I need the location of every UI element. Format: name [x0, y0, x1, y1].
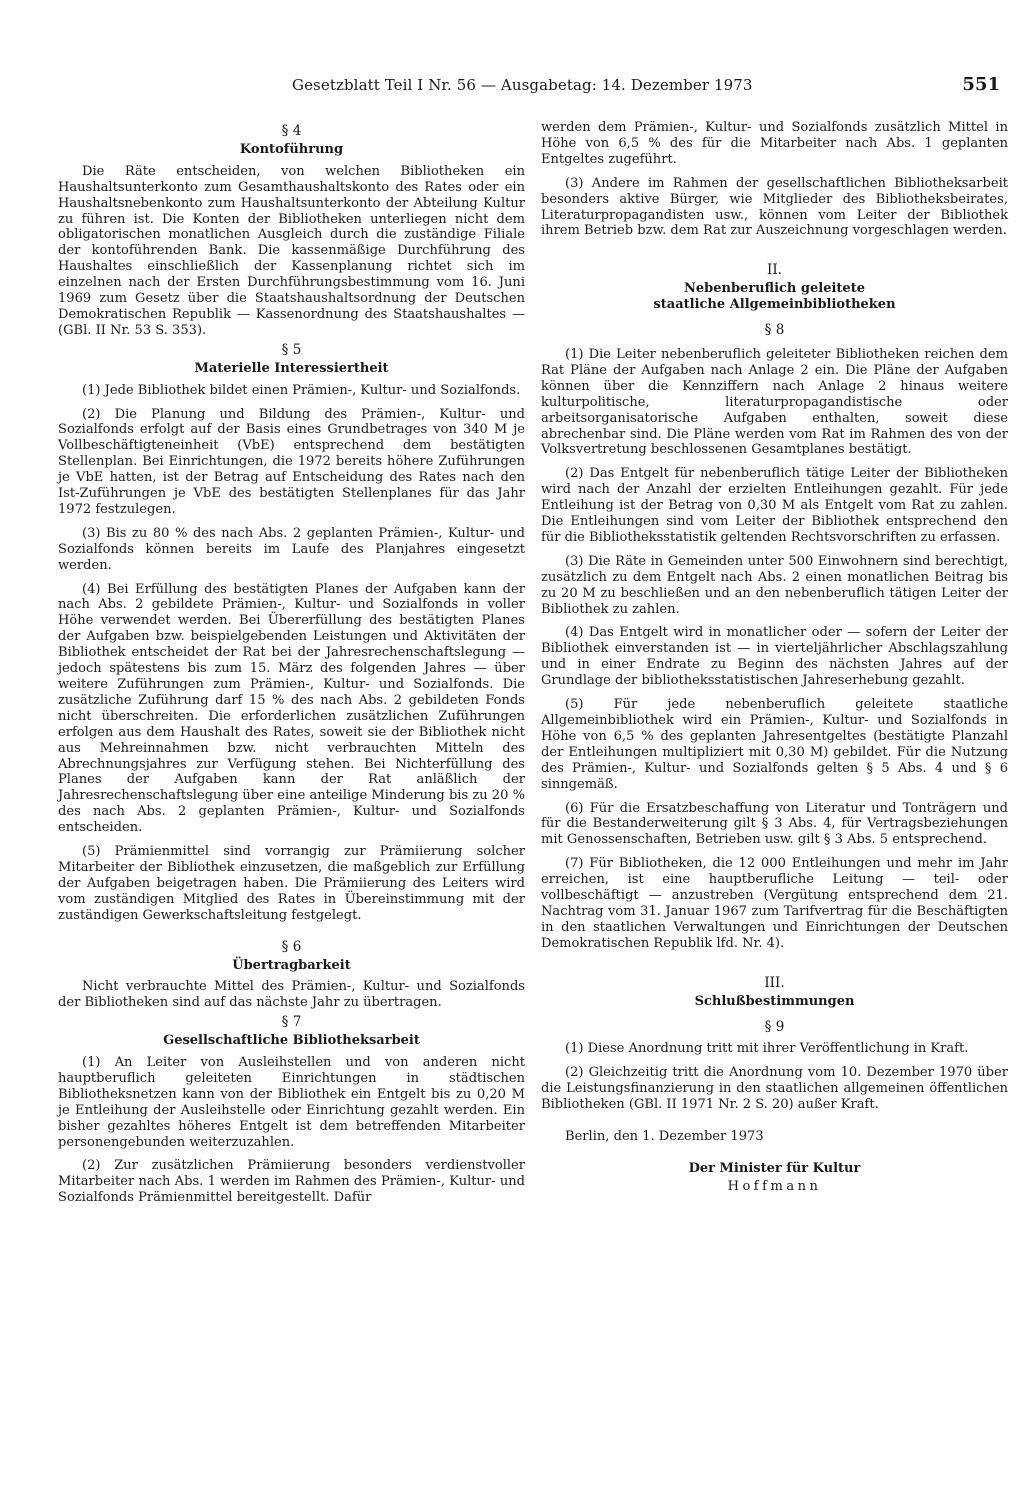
paragraph: (1) Die Leiter nebenberuflich geleiteter Bibliotheken reichen dem Rat Pläne der Aufgaben nach Anlage 2 ein. Die Pläne der Aufgaben können über die Kennziffern nach Anlage 2 hinaus weitere kulturpolitische, literaturpropagandistische oder arbeitsorganisatorische Aufgaben enthalten, soweit diese abrechenbar sind. Die Pläne werden vom Rat im Rahmen des von der Volksvertretung beschlossenen Gesamtplanes bestätigt.: [541, 346, 1008, 458]
paragraph: (1) An Leiter von Ausleihstellen und von anderen nicht hauptberuflich geleiteten Einrichtungen in städtischen Bibliotheksnetzen kann von der Bibliothek ein Entgelt bis zu 0,20 M je Entleihung der Ausleihstelle oder Einrichtung gezahlt werden. Ein bisher gezahltes höheres Entgelt ist dem betreffenden Mitarbeiter personengebunden weiterzuzahlen.: [58, 1055, 525, 1150]
paragraph: (7) Für Bibliotheken, die 12 000 Entleihungen und mehr im Jahr erreichen, ist eine hauptberufliche Leitung — teil- oder vollbeschäftigt — anzustreben (Vergütung entsprechend dem 21. Nachtrag vom 31. Januar 1967 zum Tarifvertrag für die Beschäftigten in den staatlichen Verwaltungen und Einrichtungen der Deutschen Demokratischen Republik lfd. Nr. 4).: [541, 856, 1008, 951]
paragraph: (6) Für die Ersatzbeschaffung von Literatur und Tonträgern und für die Bestanderweiterung gilt § 3 Abs. 4, für Vertragsbeziehungen mit Genossenschaften, Betrieben usw. gilt § 3 Abs. 5 entsprechend.: [541, 800, 1008, 848]
date-line: Berlin, den 1. Dezember 1973: [565, 1129, 764, 1145]
section-number: § 5: [281, 341, 302, 358]
section-title: Übertragbarkeit: [232, 957, 351, 973]
section-title: Kontoführung: [239, 141, 344, 157]
part-title: Schlußbestimmungen: [694, 993, 855, 1009]
part-number: II.: [767, 262, 782, 279]
section-title: Materielle Interessiertheit: [194, 360, 389, 376]
part-title-line: staatliche Allgemeinbibliotheken: [653, 297, 896, 313]
paragraph: (2) Gleichzeitig tritt die Anordnung vom 10. Dezember 1970 über die Leistungsfinanzierung in den staatlichen allgemeinen öffentlichen Bibliotheken (GBl. II 1971 Nr. 2 S. 20) außer Kraft.: [541, 1065, 1008, 1113]
paragraph: Die Räte entscheiden, von welchen Bibliotheken ein Haushaltsunterkonto zum Gesamthaushaltskonto des Rates oder ein Haushaltsnebenkonto zum Haushaltsunterkonto der Abteilung Kultur zu führen ist. Die Konten der Bibliotheken unterliegen nicht dem obligatorischen monatlichen Ausgleich durch die zuständige Filiale der kontoführenden Bank. Die kassenmäßige Durchführung des Haushaltes einschließlich der Kassenplanung richtet sich im einzelnen nach der Ersten Durchführungsbestimmung vom 16. Juni 1969 zum Gesetz über die Staatshaushaltsordnung der Deutschen Demokratischen Republik — Kassenordnung des Staatshaushaltes — (GBl. II Nr. 53 S. 353).: [58, 163, 525, 338]
paragraph: (5) Prämienmittel sind vorrangig zur Prämiierung solcher Mitarbeiter der Bibliothek einzusetzen, die maßgeblich zur Erfüllung der Aufgaben beigetragen haben. Die Prämiierung des Leiters wird vom zuständigen Mitglied des Rates in Übereinstimmung mit der zuständigen Gewerkschaftsleitung festgelegt.: [58, 844, 525, 923]
paragraph: (2) Das Entgelt für nebenberuflich tätige Leiter der Bibliotheken wird nach der Anzahl der erzielten Entleihungen gezahlt. Für jede Entleihung ist der Betrag von 0,30 M als Entgelt vom Rat zu zahlen. Die Entleihungen sind vom Leiter der Bibliothek entsprechend den für die Bibliotheksstatistik geltenden Rechtsvorschriften zu erfassen.: [541, 466, 1008, 545]
part-number: III.: [764, 974, 785, 991]
header-title: Gesetzblatt Teil I Nr. 56 — Ausgabetag: 14. Dezember 1973: [292, 76, 753, 94]
paragraph: (5) Für jede nebenberuflich geleitete staatliche Allgemeinbibliothek wird ein Prämien-, Kultur- und Sozialfonds in Höhe von 6,5 % des geplanten Jahresentgeltes (bestätigte Planzahl der Entleihungen multipliziert mit 0,30 M) gebildet. Für die Nutzung des Prämien-, Kultur- und Sozialfonds gelten § 5 Abs. 4 und § 6 sinngemäß.: [541, 697, 1008, 792]
section-number: § 7: [281, 1014, 302, 1031]
section-number: § 6: [281, 938, 302, 955]
paragraph: (4) Das Entgelt wird in monatlicher oder — sofern der Leiter der Bibliothek einverstanden ist — in vierteljährlicher Abschlagszahlung und in einer Endrate zu Beginn des nächsten Jahres auf der Grundlage der bibliotheksstatistischen Jahreserhebung gezahlt.: [541, 625, 1008, 689]
paragraph: (4) Bei Erfüllung des bestätigten Planes der Aufgaben kann der nach Abs. 2 gebildete Prämien-, Kultur- und Sozialfonds in voller Höhe verwendet werden. Bei Übererfüllung des bestätigten Planes der Aufgaben bzw. beispielgebenden Leistungen und Aktivitäten der Bibliothek entscheidet der Rat bei der Jahresrechenschaftslegung — jedoch spätestens bis zum 15. März des folgenden Jahres — über weitere Zuführungen zum Prämien-, Kultur- und Sozialfonds. Die zusätzliche Zuführung darf 15 % des nach Abs. 2 gebildeten Fonds nicht überschreiten. Die erforderlichen zusätzlichen Zuführungen erfolgen aus dem Haushalt des Rates, soweit sie der Bibliothek nicht aus Mehreinnahmen bzw. nicht verbrauchten Mitteln des Abrechnungsjahres zur Verfügung stehen. Bei Nichterfüllung des Planes der Aufgaben kann der Rat anläßlich der Jahresrechenschaftslegung über eine anteilige Minderung bis zu 20 % des nach Abs. 2 geplanten Prämien-, Kultur- und Sozialfonds entscheiden.: [58, 581, 525, 836]
paragraph: werden dem Prämien-, Kultur- und Sozialfonds zusätzlich Mittel in Höhe von 6,5 % des für die Mitarbeiter nach Abs. 1 geplanten Entgeltes zugeführt.: [541, 120, 1008, 167]
paragraph: (2) Zur zusätzlichen Prämiierung besonders verdienstvoller Mitarbeiter nach Abs. 1 werden im Rahmen des Prämien-, Kultur- und Sozialfonds Prämienmittel bereitgestellt. Dafür: [58, 1158, 525, 1206]
paragraph: (2) Die Planung und Bildung des Prämien-, Kultur- und Sozialfonds erfolgt auf der Basis eines Grundbetrages von 340 M je Vollbeschäftigteneinheit (VbE) entsprechend dem bestätigten Stellenplan. Bei Einrichtungen, die 1972 bereits höhere Zuführungen je VbE hatten, ist der Betrag auf Entscheidung des Rates nach den Ist-Zuführungen je VbE des bestätigten Stellenplanes für das Jahr 1972 festzulegen.: [58, 406, 525, 517]
section-title: Gesellschaftliche Bibliotheksarbeit: [163, 1033, 420, 1049]
page-header: [292, 74, 1000, 101]
part-title-line: Nebenberuflich geleitete: [684, 281, 865, 297]
right-column: [541, 120, 1008, 1195]
paragraph: (3) Bis zu 80 % des nach Abs. 2 geplanten Prämien-, Kultur- und Sozialfonds können bereits im Laufe des Planjahres eingesetzt werden.: [58, 525, 525, 573]
paragraph: Nicht verbrauchte Mittel des Prämien-, Kultur- und Sozialfonds der Bibliotheken sind auf das nächste Jahr zu übertragen.: [58, 979, 525, 1011]
paragraph: (3) Andere im Rahmen der gesellschaftlichen Bibliotheksarbeit besonders aktive Bürger, wie Mitglieder des Bibliotheksbeirates, Literaturpropagandisten usw., können vom Leiter der Bibliothek ihrem Betrieb bzw. dem Rat zur Auszeichnung vorgeschlagen werden.: [541, 175, 1008, 239]
paragraph: (3) Die Räte in Gemeinden unter 500 Einwohnern sind berechtigt, zusätzlich zu dem Entgelt nach Abs. 2 einen monatlichen Beitrag bis zu 20 M zu beschließen und an den nebenberuflich tätigen Leiter der Bibliothek zu zahlen.: [541, 553, 1008, 617]
paragraph: (1) Jede Bibliothek bildet einen Prämien-, Kultur- und Sozialfonds.: [82, 382, 521, 398]
section-number: § 8: [764, 322, 785, 339]
page-number: 551: [962, 74, 1000, 95]
signatory-name: Hoffmann: [727, 1178, 822, 1194]
part-title: [541, 281, 1008, 313]
section-number: § 4: [281, 123, 302, 139]
section-number: § 9: [764, 1018, 785, 1035]
left-column: [58, 120, 525, 1206]
paragraph: (1) Diese Anordnung tritt mit ihrer Veröffentlichung in Kraft.: [565, 1041, 969, 1057]
signatory-title: Der Minister für Kultur: [688, 1160, 861, 1176]
